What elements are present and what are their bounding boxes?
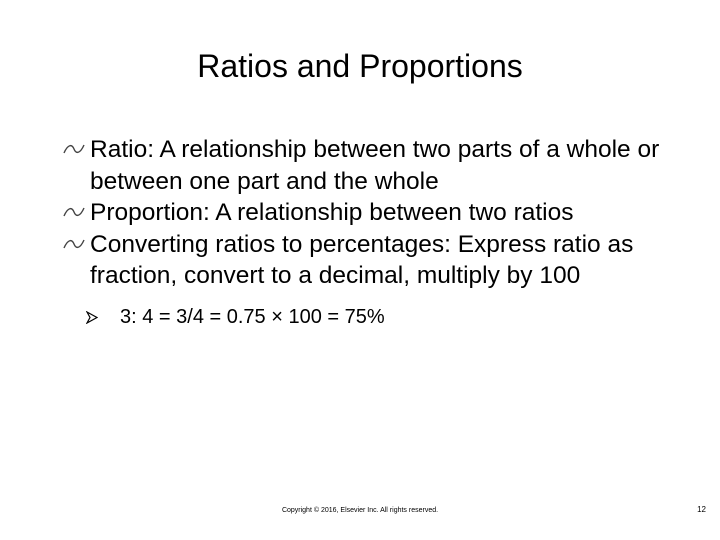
bullet-converting: [62, 229, 682, 292]
bullet-proportion: [62, 197, 682, 229]
bullet-ratio: [62, 134, 682, 197]
bullet-text: Converting ratios to percentages: Express ratio as fraction, convert to a decimal, multiply by 100: [90, 230, 634, 289]
bullet-list: [62, 134, 682, 330]
page-number: 12: [697, 505, 706, 514]
sub-bullet-example: [62, 304, 682, 330]
swoosh-bullet-icon: [62, 205, 86, 219]
sub-bullet-text: 3: 4 = 3/4 = 0.75 × 100 = 75%: [120, 305, 385, 328]
copyright-footer: Copyright © 2016, Elsevier Inc. All rights reserved.: [281, 507, 439, 514]
arrow-bullet-icon: [86, 311, 98, 324]
bullet-text: Proportion: A relationship between two ratios: [90, 199, 574, 226]
bullet-text: Ratio: A relationship between two parts of a whole or between one part and the whole: [90, 136, 660, 195]
slide-title: Ratios and Proportions: [197, 48, 523, 84]
swoosh-bullet-icon: [62, 142, 86, 156]
swoosh-bullet-icon: [62, 237, 86, 251]
